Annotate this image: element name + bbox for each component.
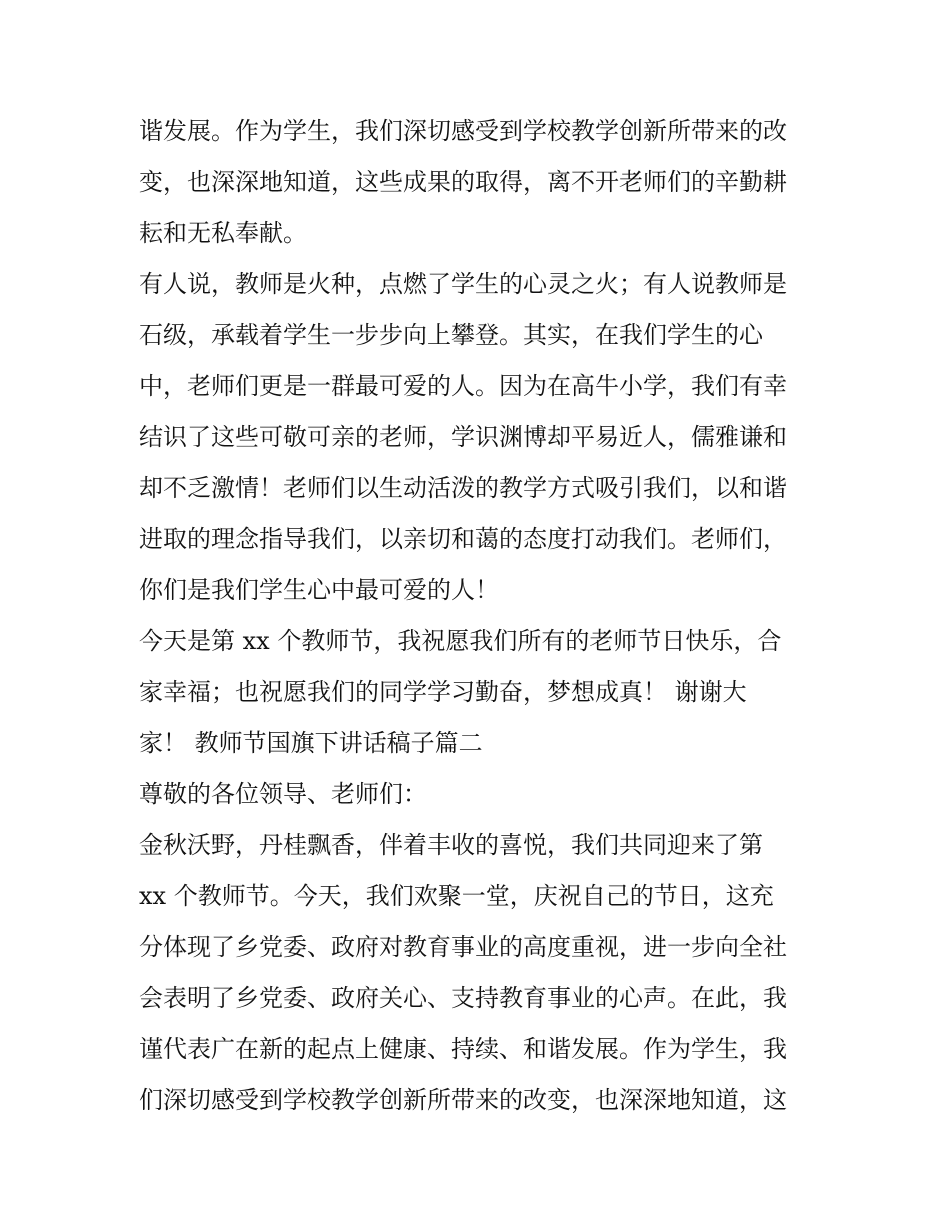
text-line: xx 个教师节。今天，我们欢聚一堂，庆祝自己的节日，这充 (139, 882, 774, 910)
text-line: 结识了这些可敬可亲的老师，学识渊博却平易近人，儒雅谦和 (139, 423, 787, 451)
text-line: 石级，承载着学生一步步向上攀登。其实，在我们学生的心 (139, 321, 763, 349)
text-line: 变，也深深地知道，这些成果的取得，离不开老师们的辛勤耕 (139, 168, 787, 196)
text-line: 们深切感受到学校教学创新所带来的改变，也深深地知道，这 (139, 1086, 787, 1114)
text-line: 却不乏激情！老师们以生动活泼的教学方式吸引我们，以和谐 (139, 474, 787, 502)
text-line: 会表明了乡党委、政府关心、支持教育事业的心声。在此，我 (139, 984, 787, 1012)
text-line: 耘和无私奉献。 (139, 219, 307, 247)
text-line: 尊敬的各位领导、老师们： (139, 780, 427, 808)
text-line: 有人说，教师是火种，点燃了学生的心灵之火；有人说教师是 (139, 270, 787, 298)
text-line: 家幸福；也祝愿我们的同学学习勤奋，梦想成真！ 谢谢大 (139, 678, 747, 706)
text-line: 进取的理念指导我们，以亲切和蔼的态度打动我们。老师们， (139, 525, 787, 553)
document-body (139, 106, 819, 1126)
text-line: 分体现了乡党委、政府对教育事业的高度重视，进一步向全社 (139, 933, 787, 961)
text-line: 谐发展。作为学生，我们深切感受到学校教学创新所带来的改 (139, 117, 787, 145)
text-line: 中，老师们更是一群最可爱的人。因为在高牛小学，我们有幸 (139, 372, 787, 400)
text-line: 谨代表广在新的起点上健康、持续、和谐发展。作为学生，我 (139, 1035, 787, 1063)
text-line: 金秋沃野，丹桂飘香，伴着丰收的喜悦，我们共同迎来了第 (139, 831, 763, 859)
text-line: 家！ 教师节国旗下讲话稿子篇二 (139, 729, 483, 757)
text-line: 你们是我们学生心中最可爱的人！ (139, 576, 499, 604)
text-line: 今天是第 xx 个教师节，我祝愿我们所有的老师节日快乐，合 (139, 627, 782, 655)
